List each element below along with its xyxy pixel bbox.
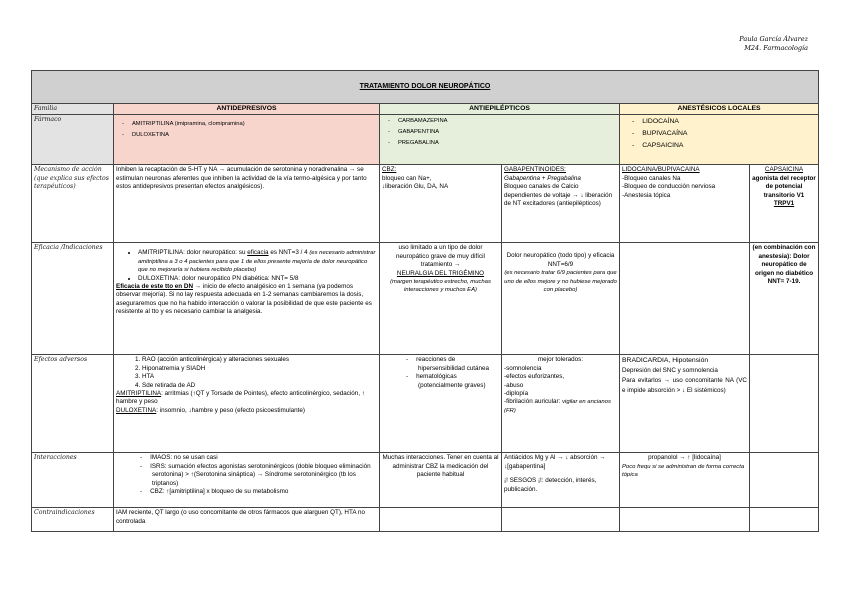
cbz-eficacia: uso limitado a un tipo de dolor neuropático grave de muy difícil tratamiento →	[396, 244, 485, 269]
treatment-table	[31, 70, 819, 532]
lido-int-note: Poco frequ si se administran de forma correcta tópica	[622, 463, 745, 479]
label-contraindicaciones: Contraindicaciones	[32, 508, 114, 532]
author-block	[739, 35, 808, 53]
ami-nnt: es NNT=3 / 4	[270, 249, 308, 257]
caps-title: CAPSAICINA	[764, 166, 804, 174]
cbz-ae-item: - hematológicas (potencialmente graves)	[418, 373, 499, 390]
ae-item: 4. Sde retirada de AD	[142, 382, 377, 390]
ami-label: AMITRIPTILINA: dolor neuropático: su	[138, 249, 246, 257]
interacciones-capsaicina	[750, 453, 819, 508]
family-anestesicos: ANESTÉSICOS LOCALES	[620, 104, 819, 115]
efectos-cbz	[380, 355, 502, 453]
eficacia-lido	[620, 243, 750, 355]
int-item: - CBZ: ↑[amitriptilina] x bloqueo de su metabolismo	[152, 488, 377, 496]
mecanismo-lido	[620, 165, 750, 243]
drug-item: - CARBAMAZEPINA	[400, 116, 617, 127]
lido-line: -Anestesia tópica	[622, 191, 671, 199]
farmaco-antiepilepticos	[380, 115, 620, 165]
cbz-note: (margen terapéutico estrecho, muchas interacciones y muchos EA)	[390, 279, 491, 294]
lido-title: LIDOCAINA/BUPIVACAINA	[622, 166, 700, 174]
ami-note: (es necesario administrar amitriptilina a 3 o 4 pacientes para que 1 de ellos presente mejoría de dolor neuropático que no mejoraría si hubiera recibido placebo)	[138, 250, 376, 274]
efectos-gaba	[502, 355, 620, 453]
dulo-eficacia-item: • DULOXETINA: dolor neuropático PN diabética: NNT= 5/8	[138, 275, 377, 283]
gaba-fib: -fibrilación auricular:	[504, 398, 561, 406]
ami-ae-text: : arritmias (↑QT y Torsade de Pointes), efecto anticolinérgico, sedación, ↑ hambre y peso	[116, 390, 365, 406]
drug-item: - PREGABALINA	[400, 138, 617, 149]
lido-ae-avoid: Para evitarlos → uso concomitante NA (VC e impide absorción > ↓ El sistémicos)	[622, 377, 747, 395]
gaba-drugs: Gabapentina + Pregabalina	[504, 174, 581, 182]
gaba-eficacia: Dolor neuropático (todo tipo) y eficacia NNT=6/9	[506, 252, 615, 268]
int-item: - IMAOS: no se usan casi	[152, 454, 377, 462]
efectos-capsaicina	[750, 355, 819, 453]
ae-item: 1. RAO (acción anticolinérgica) y alteraciones sexuales	[142, 356, 377, 364]
ami-eficacia-item	[138, 249, 377, 274]
cbz-line: bloqueo can Na+,	[382, 174, 432, 182]
lido-line: -Bloqueo de conducción nerviosa	[622, 183, 716, 191]
row-mecanismo	[32, 165, 819, 243]
row-familia	[32, 104, 819, 115]
label-eficacia: Eficacia /Indicaciones	[32, 243, 114, 355]
lido-ae-title: BRADICARDIA, Hipotensión	[622, 357, 709, 365]
family-antiepilepticos: ANTIEPILÉPTICOS	[380, 104, 620, 115]
row-efectos	[32, 355, 819, 453]
cbz-title: CBZ:	[382, 166, 397, 174]
eficacia-capsaicina: (en combinación con anestesia): Dolor neuropático de origen no diabético NNT= 7-19.	[750, 243, 819, 355]
lido-ae-text: Depresión del SNC y somnolencia	[622, 367, 718, 375]
course-name: M24. Farmacología	[744, 44, 808, 52]
lido-int: propanolol → ↑ [lidocaína]	[648, 454, 721, 462]
interacciones-gaba	[502, 453, 620, 508]
interacciones-cbz: Muchas interacciones. Tener en cuenta al administrar CBZ la medicación del paciente habitual	[380, 453, 502, 508]
ami-ae-title: AMITRIPTILINA	[116, 390, 162, 398]
author-name: Paula García Álvarez	[739, 35, 808, 43]
label-interacciones: Interacciones	[32, 453, 114, 508]
mecanismo-cbz	[380, 165, 502, 243]
mecanismo-capsaicina	[750, 165, 819, 243]
contra-gaba	[502, 508, 620, 532]
gaba-note: (es necesario tratar 6/9 pacientes para que uno de ellos mejore y no hubiese mejorado con placebo)	[504, 270, 617, 294]
dulo-ae-text: : insomnio, ↓hambre y peso (efecto psicoestimulante)	[156, 406, 305, 414]
drug-item: - GABAPENTINA	[400, 127, 617, 138]
eficacia-antidepresivos	[114, 243, 380, 355]
dulo-ae-title: DULOXETINA	[116, 406, 157, 414]
ami-ef: eficacia	[247, 249, 269, 257]
gaba-ae-line: -abuso	[504, 381, 524, 389]
caps-mech: agonista del receptor de potencial transitorio V1	[752, 174, 816, 199]
ae-item: 3. HTA	[142, 373, 377, 381]
cbz-neuralgia: NEURALGIA DEL TRIGÉMINO	[396, 269, 485, 277]
eficacia-gaba	[502, 243, 620, 355]
family-antidepresivos: ANTIDEPRESIVOS	[114, 104, 380, 115]
ae-item: 2. Hiponatremia y SIADH	[142, 365, 377, 373]
farmaco-anestesicos	[620, 115, 819, 165]
gaba-mech: Bloqueo canales de Calcio dependientes de voltaje → ↓ liberación de NT excitadores (antiepilépticos)	[504, 183, 613, 208]
mecanismo-antidepresivos: Inhiben la recaptación de 5-HT y NA → acumulación de serotonina y noradrenalina → se estimulan neuronas aferentes que inhiben la actividad de la vía termo-algésica y por tanto estos antidepresivos presentan efectos analgésicos).	[114, 165, 380, 243]
gaba-title: GABAPENTINOIDES:	[504, 166, 566, 174]
cbz-ae-item: - reacciones de hipersensibilidad cutánea	[418, 356, 499, 373]
lido-line: -Bloqueo canales Na	[622, 174, 681, 182]
cbz-line: ↓liberación Glu, DA, NA	[382, 183, 449, 191]
label-familia: Familia	[32, 104, 114, 115]
contra-lido	[620, 508, 750, 532]
farmaco-antidepresivos	[114, 115, 380, 165]
caps-target: TRPV1	[773, 200, 795, 208]
gaba-fib-note: vigilar en ancianos (FR)	[504, 399, 611, 414]
drug-item: - DULOXETINA	[134, 130, 377, 141]
drug-item: - AMITRIPTILINA (imipramina, clomipramina)	[134, 119, 377, 130]
drug-item: - LIDOCAÍNA	[644, 116, 816, 128]
int-item: - ISRS: sumación efectos agonistas serotoninérgicos (doble bloqueo eliminación serotonina) > ↑(Serotonina sináptica) → Síndrome serotoninérgico (tb los triptanos)	[152, 463, 377, 488]
gaba-ae-line: -diplopía	[504, 390, 529, 398]
eficacia-cbz	[380, 243, 502, 355]
label-efectos: Efectos adversos	[32, 355, 114, 453]
contra-antidepresivos: IAM reciente, QT largo (o uso concomitante de otros fármacos que alarguen QT), HTA no controlada	[114, 508, 380, 532]
gaba-ae-line: -somnolencia	[504, 364, 542, 372]
dn-title: Eficacia de este tto en DN	[116, 283, 193, 291]
table-title: TRATAMIENTO DOLOR NEUROPÁTICO	[32, 71, 819, 104]
row-farmaco	[32, 115, 819, 165]
interacciones-lido	[620, 453, 750, 508]
drug-item: - CAPSAICINA	[644, 140, 816, 152]
interacciones-antidepresivos	[114, 453, 380, 508]
row-interacciones	[32, 453, 819, 508]
label-farmaco: Fármaco	[32, 115, 114, 165]
label-mecanismo: Mecanismo de acción (que explica sus efectos terapéuticos)	[32, 165, 114, 243]
drug-item: - BUPIVACAÍNA	[644, 128, 816, 140]
efectos-antidepresivos	[114, 355, 380, 453]
gaba-int: Antiácidos Mg y Al → ↓ absorción → ↓[gabapentina]	[504, 454, 606, 470]
row-eficacia	[32, 243, 819, 355]
gaba-warn: ¡! SESGOS ¡!: detección, interés, publicación.	[504, 477, 597, 493]
gaba-ae-line: -efectos euforizantes,	[504, 373, 565, 381]
row-contraindicaciones	[32, 508, 819, 532]
gaba-ae-title: mejor tolerados:	[537, 356, 584, 364]
contra-cbz	[380, 508, 502, 532]
mecanismo-gaba	[502, 165, 620, 243]
dn-text: → inicio de efecto analgésico en 1 semana (ya podemos observar mejoría). Si no lay respuesta adecuada en 1-2 semanas cambiaremos la dosis, aseguraremos que no ha habido interacción o valorar la posibilidad de que este paciente es resistente al tto y es necesario cambiar la analgesia.	[116, 283, 372, 316]
contra-capsaicina	[750, 508, 819, 532]
efectos-lido	[620, 355, 750, 453]
